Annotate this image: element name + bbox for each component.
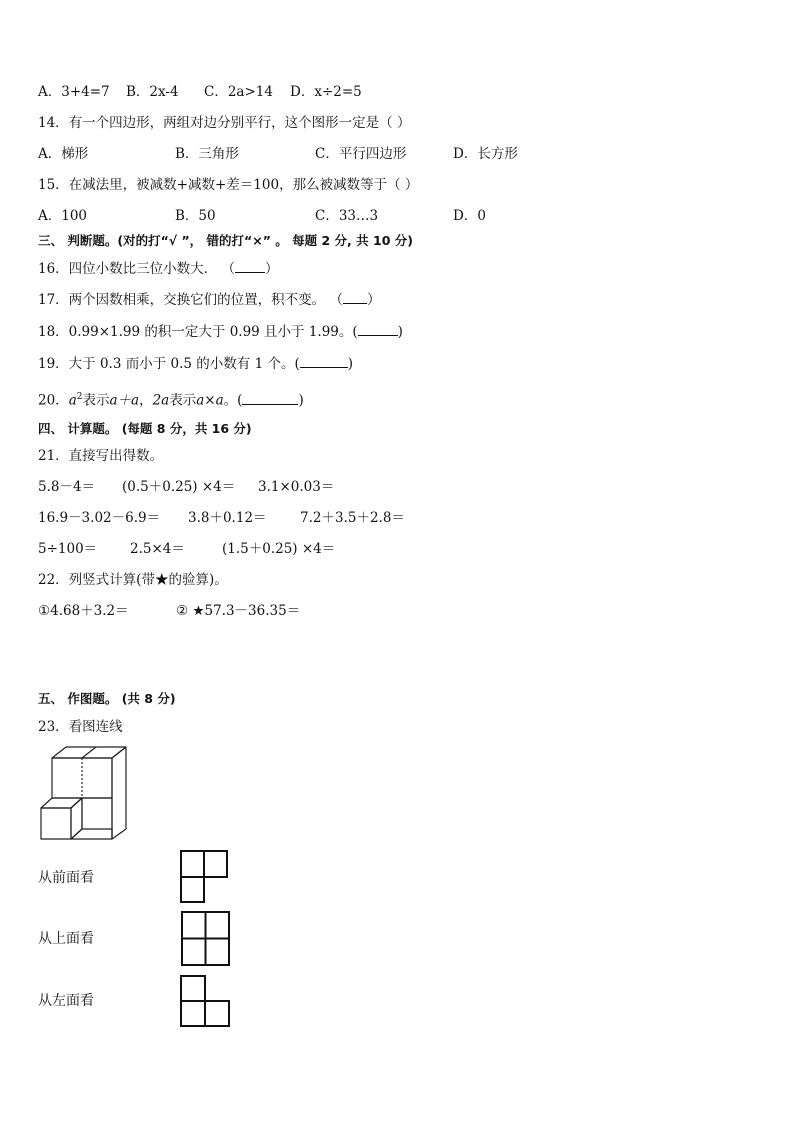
q13-option-d: D．x÷2=5 [290, 84, 362, 100]
q14-option-a: A．梯形 [38, 146, 89, 162]
q21-row2-item2: 3.8＋0.12＝ [188, 510, 267, 526]
q21-row3-item1: 5÷100＝ [38, 541, 98, 557]
q21-row2-item1: 16.9－3.02－6.9＝ [38, 510, 161, 526]
q20-base: a [68, 392, 77, 409]
q21-stem: 21．直接写出得数。 [38, 448, 164, 464]
q19-answer-blank[interactable] [300, 354, 348, 368]
q14-option-c: C．平行四边形 [315, 146, 407, 162]
q17-close: ） [366, 292, 381, 308]
q21-row1-item3: 3.1×0.03＝ [258, 479, 335, 495]
q20-expression-3: a×a [196, 392, 224, 409]
q20-text-1: 表示 [82, 392, 110, 409]
q20-text-3: 。( [223, 392, 243, 409]
q19 [38, 354, 353, 373]
q18 [38, 322, 403, 341]
q16-answer-blank[interactable] [235, 259, 265, 273]
view-shape-2[interactable] [181, 911, 231, 967]
view-label-left: 从左面看 [38, 993, 94, 1009]
view-label-front: 从前面看 [38, 870, 94, 886]
q20-answer-blank[interactable] [242, 391, 298, 405]
q17 [38, 290, 380, 309]
q15-option-d: D．0 [453, 208, 486, 224]
q20-exponent: 2 [76, 392, 83, 402]
q22-stem: 22．列竖式计算(带★的验算)。 [38, 572, 228, 588]
q20-expression-1: a＋a [109, 392, 140, 409]
q20-close: ) [298, 392, 304, 409]
q13-option-c: C．2a>14 [204, 84, 273, 100]
q23-stem: 23．看图连线 [38, 719, 123, 735]
q21-row1-item1: 5.8－4＝ [38, 479, 96, 495]
q17-text: 17．两个因数相乘，交换它们的位置，积不变。 （ [38, 292, 343, 308]
q18-close: ) [397, 324, 403, 340]
q18-text: 18．0.99×1.99 的积一定大于 0.99 且小于 1.99。( [38, 324, 358, 340]
q21-row3-item2: 2.5×4＝ [130, 541, 185, 557]
q20-separator: ， [139, 392, 153, 409]
q14-option-b: B．三角形 [175, 146, 239, 162]
q15-option-c: C．33…3 [315, 208, 379, 224]
q17-answer-blank[interactable] [343, 290, 367, 304]
q15-option-a: A．100 [38, 208, 88, 224]
q14-option-d: D．长方形 [453, 146, 518, 162]
q16-close: ） [264, 261, 279, 277]
q20-number: 20． [38, 392, 69, 409]
cube-solid-figure [38, 744, 130, 842]
q21-row3-item3: (1.5＋0.25) ×4＝ [222, 541, 336, 557]
q13-option-b: B．2x-4 [126, 84, 179, 100]
view-shape-1[interactable] [180, 850, 230, 904]
section-4-title: 四、 计算题。 (每题 8 分，共 16 分) [38, 421, 252, 436]
q20 [38, 388, 304, 410]
q21-row1-item2: (0.5＋0.25) ×4＝ [122, 479, 236, 495]
q16 [38, 259, 278, 278]
q22-item2: ② ★57.3－36.35＝ [176, 603, 301, 619]
q19-text: 19．大于 0.3 而小于 0.5 的小数有 1 个。( [38, 356, 300, 372]
q19-close: ) [347, 356, 354, 372]
view-label-top: 从上面看 [38, 931, 94, 947]
q15-stem: 15．在减法里，被减数+减数+差＝100，那么被减数等于（ ） [38, 177, 419, 193]
q21-row2-item3: 7.2＋3.5＋2.8＝ [300, 510, 405, 526]
q22-item1: ①4.68＋3.2＝ [38, 603, 129, 619]
q15-option-b: B．50 [175, 208, 216, 224]
q13-option-a: A．3+4=7 [38, 84, 110, 100]
section-3-title: 三、 判断题。(对的打“√ ”， 错的打“×” 。 每题 2 分, 共 10 分) [38, 233, 413, 248]
q20-expression-2: 2a [152, 392, 170, 409]
q16-text: 16．四位小数比三位小数大． （ [38, 261, 235, 277]
q20-text-2: 表示 [169, 392, 197, 409]
view-shape-3[interactable] [180, 975, 232, 1029]
section-5-title: 五、 作图题。 (共 8 分) [38, 691, 176, 706]
q14-stem: 14．有一个四边形，两组对边分别平行，这个图形一定是（ ） [38, 115, 411, 131]
q18-answer-blank[interactable] [358, 322, 398, 336]
